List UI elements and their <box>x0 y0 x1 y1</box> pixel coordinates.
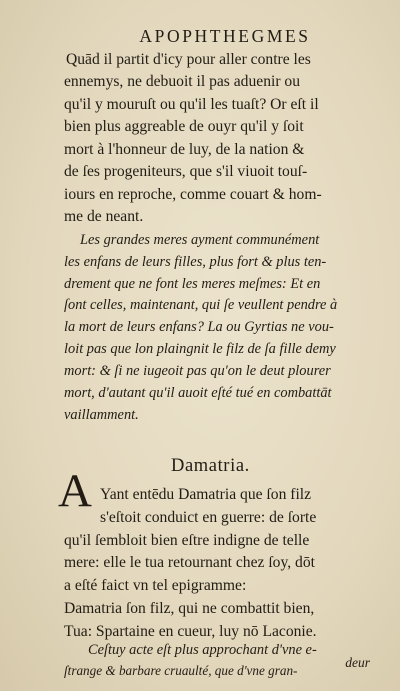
italic-line: Ceſtuy acte eſt plus approchant d'vne e- <box>88 642 317 658</box>
italic-line: ſont celles, maintenant, qui ſe veullent pendre à <box>64 297 338 313</box>
text-line: ennemys, ne debuoit il pas aduenir ou <box>64 73 301 90</box>
italic-line: ſtrange & barbare cruaulté, que d'vne gran- <box>64 663 298 678</box>
text-line: qu'il ſembloit bien eſtre indigne de telle <box>64 532 310 549</box>
text-line: a eſté faict vn tel epigramme: <box>64 577 247 594</box>
italic-line: Les grandes meres ayment communément <box>80 232 320 248</box>
text-line: Damatria ſon filz, qui ne combattit bien, <box>64 600 315 617</box>
text-line: mere: elle le tua retournant chez ſoy, dōt <box>64 554 315 571</box>
italic-line: mort: & ſi ne iugeoit pas qu'on le deut plourer <box>64 363 331 379</box>
text-line: Quād il partit d'icy pour aller contre les <box>66 51 311 68</box>
catchword: deur <box>345 655 370 670</box>
text-line: qu'il y mouruſt ou qu'il les tuaſt? Or eſt il <box>64 96 319 113</box>
italic-line: mort, d'autant qu'il auoit eſté tué en combattāt <box>64 385 332 401</box>
text-line: de ſes progeniteurs, que s'il viuoit touſ- <box>64 163 308 180</box>
text-line: s'eſtoit conduict en guerre: de ſorte <box>100 509 317 526</box>
italic-line: les enfans de leurs filles, plus fort & plus ten- <box>64 254 327 270</box>
text-line: Tua: Spartaine en cueur, luy nō Laconie. <box>64 623 317 640</box>
text-line: Yant entēdu Damatria que ſon filz <box>100 486 312 503</box>
text-line: me de neant. <box>64 208 144 225</box>
italic-line: vaillamment. <box>64 407 139 423</box>
italic-line: la mort de leurs enfans? La ou Gyrtias ne vou- <box>64 319 334 335</box>
running-head: APOPHTHEGMES <box>139 26 311 46</box>
drop-cap: A <box>58 465 92 517</box>
text-line: bien plus aggreable de ouyr qu'il y ſoit <box>64 118 304 135</box>
text-line: iours en reproche, comme couart & hom- <box>64 186 322 203</box>
text-line: mort à l'honneur de luy, de la nation & <box>64 141 305 158</box>
italic-line: loit pas que lon plaingnit le filz de ſa fille demy <box>64 341 336 357</box>
section-heading: Damatria. <box>171 456 250 476</box>
italic-line: drement que ne font les meres meſmes: Et en <box>64 276 321 292</box>
